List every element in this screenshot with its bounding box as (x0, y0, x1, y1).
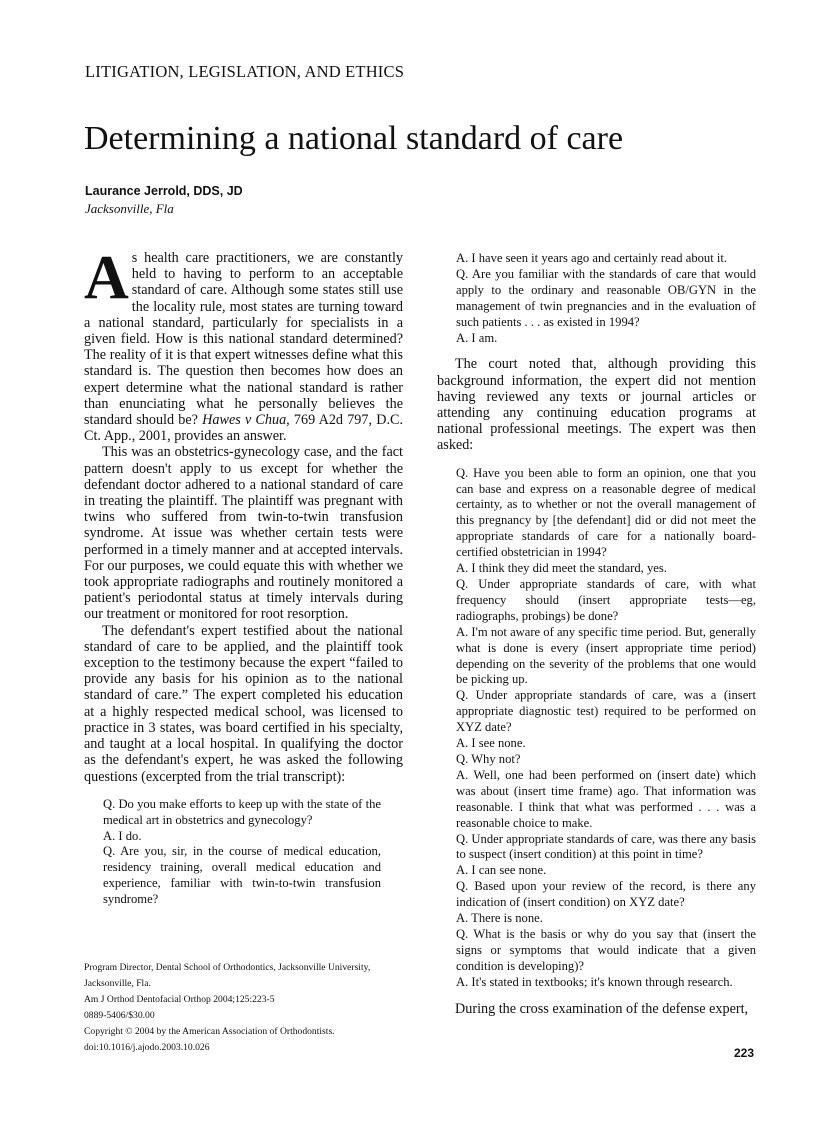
paragraph: The defendant's expert testified about the national standard of care to be applied, and the plaintiff took exception to the testimony because the expert “failed to provide any basis for his opinion as to the national standard of care.” The expert completed his education at a highly respected medical school, was licensed to practice in 3 states, was board certified in his specialty, and taught at a local hospital. In qualifying the doctor as the defendant's expert, he was asked the following questions (excerpted from the trial transcript): (84, 622, 403, 785)
transcript-line: Q. Have you been able to form an opinion, one that you can base and express on a reasonable degree of medical certainty, as to whether or not the overall management of this pregnancy by [the defendant] did or did not meet the appropriate standards of care for a nationally board-certified obstetrician in 1994? (456, 465, 756, 560)
paragraph: The court noted that, although providing this background information, the expert did not mention having reviewed any texts or journal articles or attending any continuing education programs at national professional meetings. The expert was then asked: (437, 356, 756, 454)
transcript-line: A. I am. (456, 330, 498, 345)
transcript-line: A. I'm not aware of any specific time period. But, generally what is done is every (insert appropriate time period) depending on the severity of the problems that one would be picking up. (456, 624, 756, 687)
transcript-line: A. I can see none. (456, 863, 547, 878)
transcript-line: A. It's stated in textbooks; it's known through research. (456, 974, 733, 989)
transcript-line: Q. Under appropriate standards of care, was there any basis to suspect (insert condition) at this point in time? (456, 831, 756, 862)
transcript-line: Q. Under appropriate standards of care, was a (insert appropriate diagnostic test) required to be performed on XYZ date? (456, 688, 756, 735)
transcript-line: A. I think they did meet the standard, yes. (456, 561, 667, 576)
footnote-line: Am J Orthod Dentofacial Orthop 2004;125:223-5 (84, 994, 275, 1005)
left-column (84, 244, 404, 918)
drop-cap: A (84, 244, 129, 312)
transcript-line: A. There is none. (456, 911, 543, 926)
transcript-line: A. Well, one had been performed on (insert date) which was about (insert time frame) ago. That information was reasonable. I think that what was performed . . . was a reasonable choice to make. (456, 767, 756, 830)
intro-text-end: , 769 A2d 797, D.C. Ct. App., 2001, provides an answer. (84, 412, 404, 445)
footnote (84, 960, 414, 1056)
transcript-line: Q. Are you familiar with the standards of care that would apply to the ordinary and reasonable OB/GYN in the management of twin pregnancies and in the evaluation of such patients . . . as existed in 1994? (456, 266, 756, 329)
paragraph: This was an obstetrics-gynecology case, and the fact pattern doesn't apply to us except for whether the defendant doctor adhered to a national standard of care in treating the plaintiff. The plaintiff was pregnant with twins who suffered from twin-to-twin transfusion syndrome. At issue was whether certain tests were performed in a timely manner and at accepted intervals. For our purposes, we could equate this with whether we took appropriate radiographs and routinely monitored a patient's periodontal status at timely intervals during our treatment or monitored for root resorption. (84, 444, 403, 623)
transcript-excerpt (437, 466, 756, 991)
transcript-line: Q. What is the basis or why do you say that (insert the signs or symptoms that would indicate that a given condition is developing)? (456, 926, 756, 973)
transcript-line: Q. Under appropriate standards of care, with what frequency should (insert appropriate tests—eg, radiographs, probings) be done? (456, 577, 756, 623)
intro-paragraph (84, 244, 404, 445)
footnote-line: Copyright © 2004 by the American Association of Orthodontists. (84, 1026, 335, 1037)
transcript-line: A. I do. (103, 828, 142, 843)
footnote-line: doi:10.1016/j.ajodo.2003.10.026 (84, 1042, 210, 1053)
transcript-line: A. I see none. (456, 736, 526, 751)
case-citation: Hawes v Chua (202, 412, 287, 429)
section-heading: LITIGATION, LEGISLATION, AND ETHICS (85, 62, 405, 81)
transcript-excerpt (437, 251, 756, 346)
transcript-line: Q. Why not? (456, 751, 521, 766)
transcript-line: A. I have seen it years ago and certainly read about it. (456, 251, 728, 265)
transcript-line: Q. Based upon your review of the record, is there any indication of (insert condition) on XYZ date? (456, 879, 756, 910)
transcript-line: Q. Do you make efforts to keep up with the state of the medical art in obstetrics and gynecology? (103, 796, 381, 827)
page-number: 223 (734, 1046, 755, 1060)
footnote-line: Program Director, Dental School of Orthodontics, Jacksonville University, Jacksonville, Fla. (84, 962, 371, 989)
transcript-line: Q. Are you, sir, in the course of medical education, residency training, overall medical education and experience, familiar with twin-to-twin transfusion syndrome? (103, 844, 381, 907)
intro-text: s health care practitioners, we are constantly held to having to perform to an acceptable standard of care. Although some states still use the locality rule, most states are turning toward a national standard, particularly for specialists in a given field. How is this national standard determined? The reality of it is that expert witnesses define what this standard is. The question then becomes how does an expert determine what the national standard is rather than enunciating what he personally believes the standard should be? (84, 250, 403, 429)
footnote-line: 0889-5406/$30.00 (84, 1010, 155, 1021)
paragraph: During the cross examination of the defense expert, (455, 1000, 749, 1017)
author: Laurance Jerrold, DDS, JD (85, 184, 243, 198)
article-title: Determining a national standard of care (84, 120, 624, 157)
affiliation: Jacksonville, Fla (85, 201, 174, 216)
right-column (437, 251, 756, 1017)
transcript-excerpt (84, 797, 381, 908)
